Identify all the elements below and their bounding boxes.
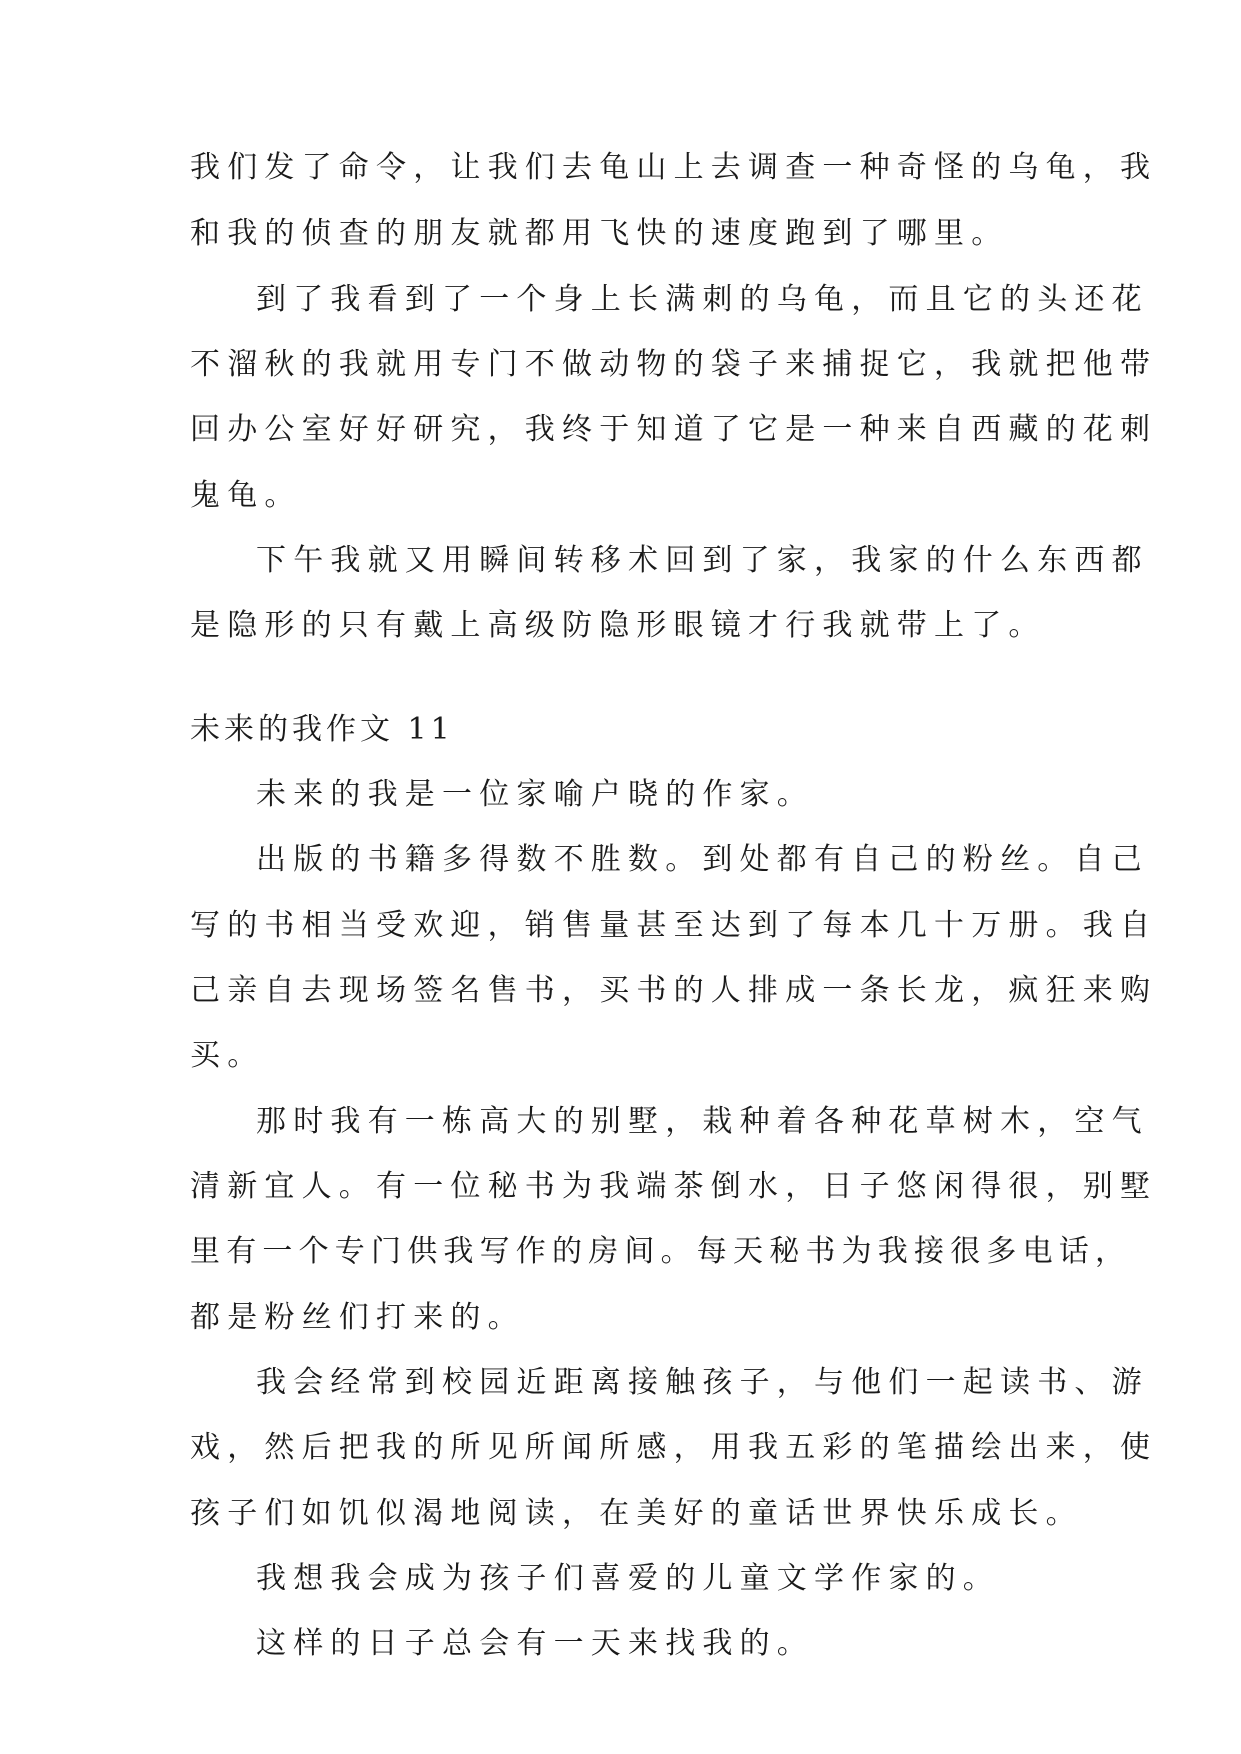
text-line: 到了我看到了一个身上长满刺的乌龟，而且它的头还花 [256,282,1149,317]
text-line: 里有一个专门供我写作的房间。每天秘书为我接很多电话， [190,1234,1132,1269]
text-line: 和我的侦查的朋友就都用飞快的速度跑到了哪里。 [190,216,1009,251]
essay-title: 未来的我作文 11 [190,712,454,747]
text-line: 回办公室好好研究，我终于知道了它是一种来自西藏的花刺 [190,412,1158,447]
text-line: 那时我有一栋高大的别墅，栽种着各种花草树木，空气 [256,1104,1149,1139]
text-line: 这样的日子总会有一天来找我的。 [256,1626,814,1661]
text-line: 我会经常到校园近距离接触孩子，与他们一起读书、游 [256,1365,1149,1400]
text-line: 孩子们如饥似渴地阅读，在美好的童话世界快乐成长。 [190,1496,1083,1531]
text-line: 是隐形的只有戴上高级防隐形眼镜才行我就带上了。 [190,608,1046,643]
text-line: 己亲自去现场签名售书，买书的人排成一条长龙，疯狂来购 [190,973,1158,1008]
text-line: 清新宜人。有一位秘书为我端茶倒水，日子悠闲得很，别墅 [190,1169,1158,1204]
text-line: 不溜秋的我就用专门不做动物的袋子来捕捉它，我就把他带 [190,347,1158,382]
text-line: 未来的我是一位家喻户晓的作家。 [256,777,814,812]
text-line: 戏，然后把我的所见所闻所感，用我五彩的笔描绘出来，使 [190,1430,1158,1465]
text-line: 下午我就又用瞬间转移术回到了家，我家的什么东西都 [256,543,1149,578]
text-line: 我想我会成为孩子们喜爱的儿童文学作家的。 [256,1561,1000,1596]
text-line: 鬼龟。 [190,478,302,513]
text-line: 写的书相当受欢迎，销售量甚至达到了每本几十万册。我自 [190,908,1158,943]
text-line: 出版的书籍多得数不胜数。到处都有自己的粉丝。自己 [256,842,1149,877]
text-line: 都是粉丝们打来的。 [190,1300,525,1335]
text-line: 我们发了命令，让我们去龟山上去调查一种奇怪的乌龟，我 [190,150,1158,185]
text-line: 买。 [190,1038,265,1073]
